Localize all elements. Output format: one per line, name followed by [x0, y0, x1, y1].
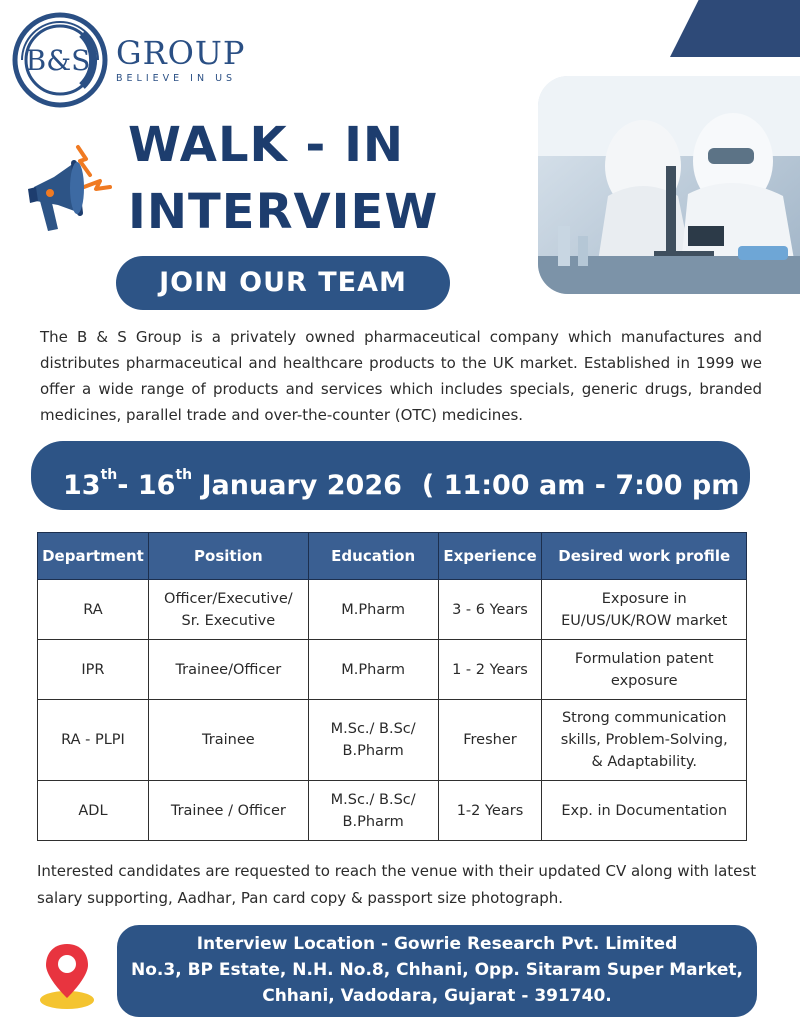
start-day: 13	[63, 470, 101, 501]
headline-line-2: INTERVIEW	[128, 184, 439, 240]
start-day-suffix: th	[100, 467, 118, 483]
education-cell	[308, 781, 438, 841]
location-pin-icon	[38, 940, 96, 1010]
education-cell-line: M.Pharm	[341, 601, 406, 618]
position-cell-line: Trainee	[202, 732, 255, 748]
headline-line-1: WALK - IN	[128, 117, 405, 173]
header-work-profile: Desired work profile	[542, 533, 747, 580]
end-day: 16	[137, 470, 176, 501]
education-cell-line: M.Sc./ B.Sc/	[330, 791, 416, 808]
work-profile-cell	[542, 640, 747, 700]
experience-cell: 1-2 Years	[438, 781, 542, 841]
header-department: Department	[38, 533, 149, 580]
position-cell-line: Trainee/Officer	[175, 661, 282, 678]
location-line-1: Interview Location - Gowrie Research Pvt. Limited	[196, 934, 678, 954]
department-cell: ADL	[38, 781, 149, 841]
table-header-row	[38, 533, 747, 580]
education-cell	[308, 640, 438, 700]
work-profile-cell-line: EU/US/UK/ROW market	[561, 612, 728, 629]
table-row	[38, 640, 747, 700]
position-cell-line: Trainee / Officer	[170, 802, 286, 819]
headline	[128, 112, 528, 246]
department-cell: RA - PLPI	[38, 700, 149, 781]
location-line-3: Chhani, Vadodara, Gujarat - 391740.	[262, 986, 612, 1006]
candidate-instructions: Interested candidates are requested to reach the venue with their updated CV along with latest salary supporting, Aadhar, Pan card copy & passport size photograph.	[37, 862, 757, 907]
work-profile-cell-line: & Adaptability.	[591, 754, 697, 770]
department-cell: IPR	[38, 640, 149, 700]
position-cell	[148, 640, 308, 700]
join-our-team-banner: JOIN OUR TEAM	[116, 256, 450, 310]
svg-text:B&S: B&S	[25, 44, 91, 77]
experience-cell: Fresher	[438, 700, 542, 781]
education-cell	[308, 700, 438, 781]
education-cell-line: B.Pharm	[342, 813, 404, 830]
table-row	[38, 580, 747, 640]
lab-photo	[538, 76, 800, 294]
work-profile-cell	[542, 700, 747, 781]
interview-time: ( 11:00 am - 7:00 pm )	[421, 470, 762, 501]
header-education: Education	[308, 533, 438, 580]
work-profile-cell-line: Exp. in Documentation	[561, 802, 728, 819]
education-cell-line: M.Pharm	[341, 661, 406, 678]
header-position: Position	[148, 533, 308, 580]
work-profile-cell-line: Strong communication	[561, 710, 727, 726]
experience-cell: 1 - 2 Years	[438, 640, 542, 700]
company-intro: The B & S Group is a privately owned pharmaceutical company which manufactures and distributes pharmaceutical and healthcare products to the UK market. Established in 1999 we offer a wide range of products and services which includes specials, generic drugs, branded medicines, parallel trade and over-the-counter (OTC) medicines.	[40, 328, 762, 424]
month-year: January 2026	[201, 470, 402, 501]
interview-location	[117, 925, 757, 1017]
location-line-2: No.3, BP Estate, N.H. No.8, Chhani, Opp. Sitaram Super Market,	[131, 960, 743, 980]
position-cell	[148, 700, 308, 781]
company-logo	[12, 12, 245, 108]
logo-name: GROUP	[116, 33, 246, 72]
position-cell	[148, 580, 308, 640]
education-cell-line: M.Sc./ B.Sc/	[330, 721, 416, 737]
education-cell-line: B.Pharm	[342, 743, 404, 759]
work-profile-cell	[542, 580, 747, 640]
logo-monogram	[12, 12, 108, 108]
table-row	[38, 781, 747, 841]
corner-decoration	[670, 0, 800, 57]
header-experience: Experience	[438, 533, 542, 580]
work-profile-cell-line: skills, Problem-Solving,	[560, 732, 728, 748]
work-profile-cell	[542, 781, 747, 841]
openings-table	[37, 532, 747, 841]
work-profile-cell-line: Exposure in	[601, 590, 687, 607]
education-cell	[308, 580, 438, 640]
megaphone-icon	[20, 135, 112, 240]
end-day-suffix: th	[175, 467, 193, 483]
department-cell: RA	[38, 580, 149, 640]
position-cell	[148, 781, 308, 841]
date-separator: -	[117, 470, 138, 501]
table-row	[38, 700, 747, 781]
position-cell-line: Officer/Executive/	[164, 590, 293, 607]
interview-dates-banner	[31, 441, 762, 510]
position-cell-line: Sr. Executive	[181, 612, 276, 629]
work-profile-cell-line: exposure	[610, 672, 678, 689]
work-profile-cell-line: Formulation patent	[574, 650, 714, 667]
logo-tagline: BELIEVE IN US	[116, 72, 237, 84]
experience-cell: 3 - 6 Years	[438, 580, 542, 640]
